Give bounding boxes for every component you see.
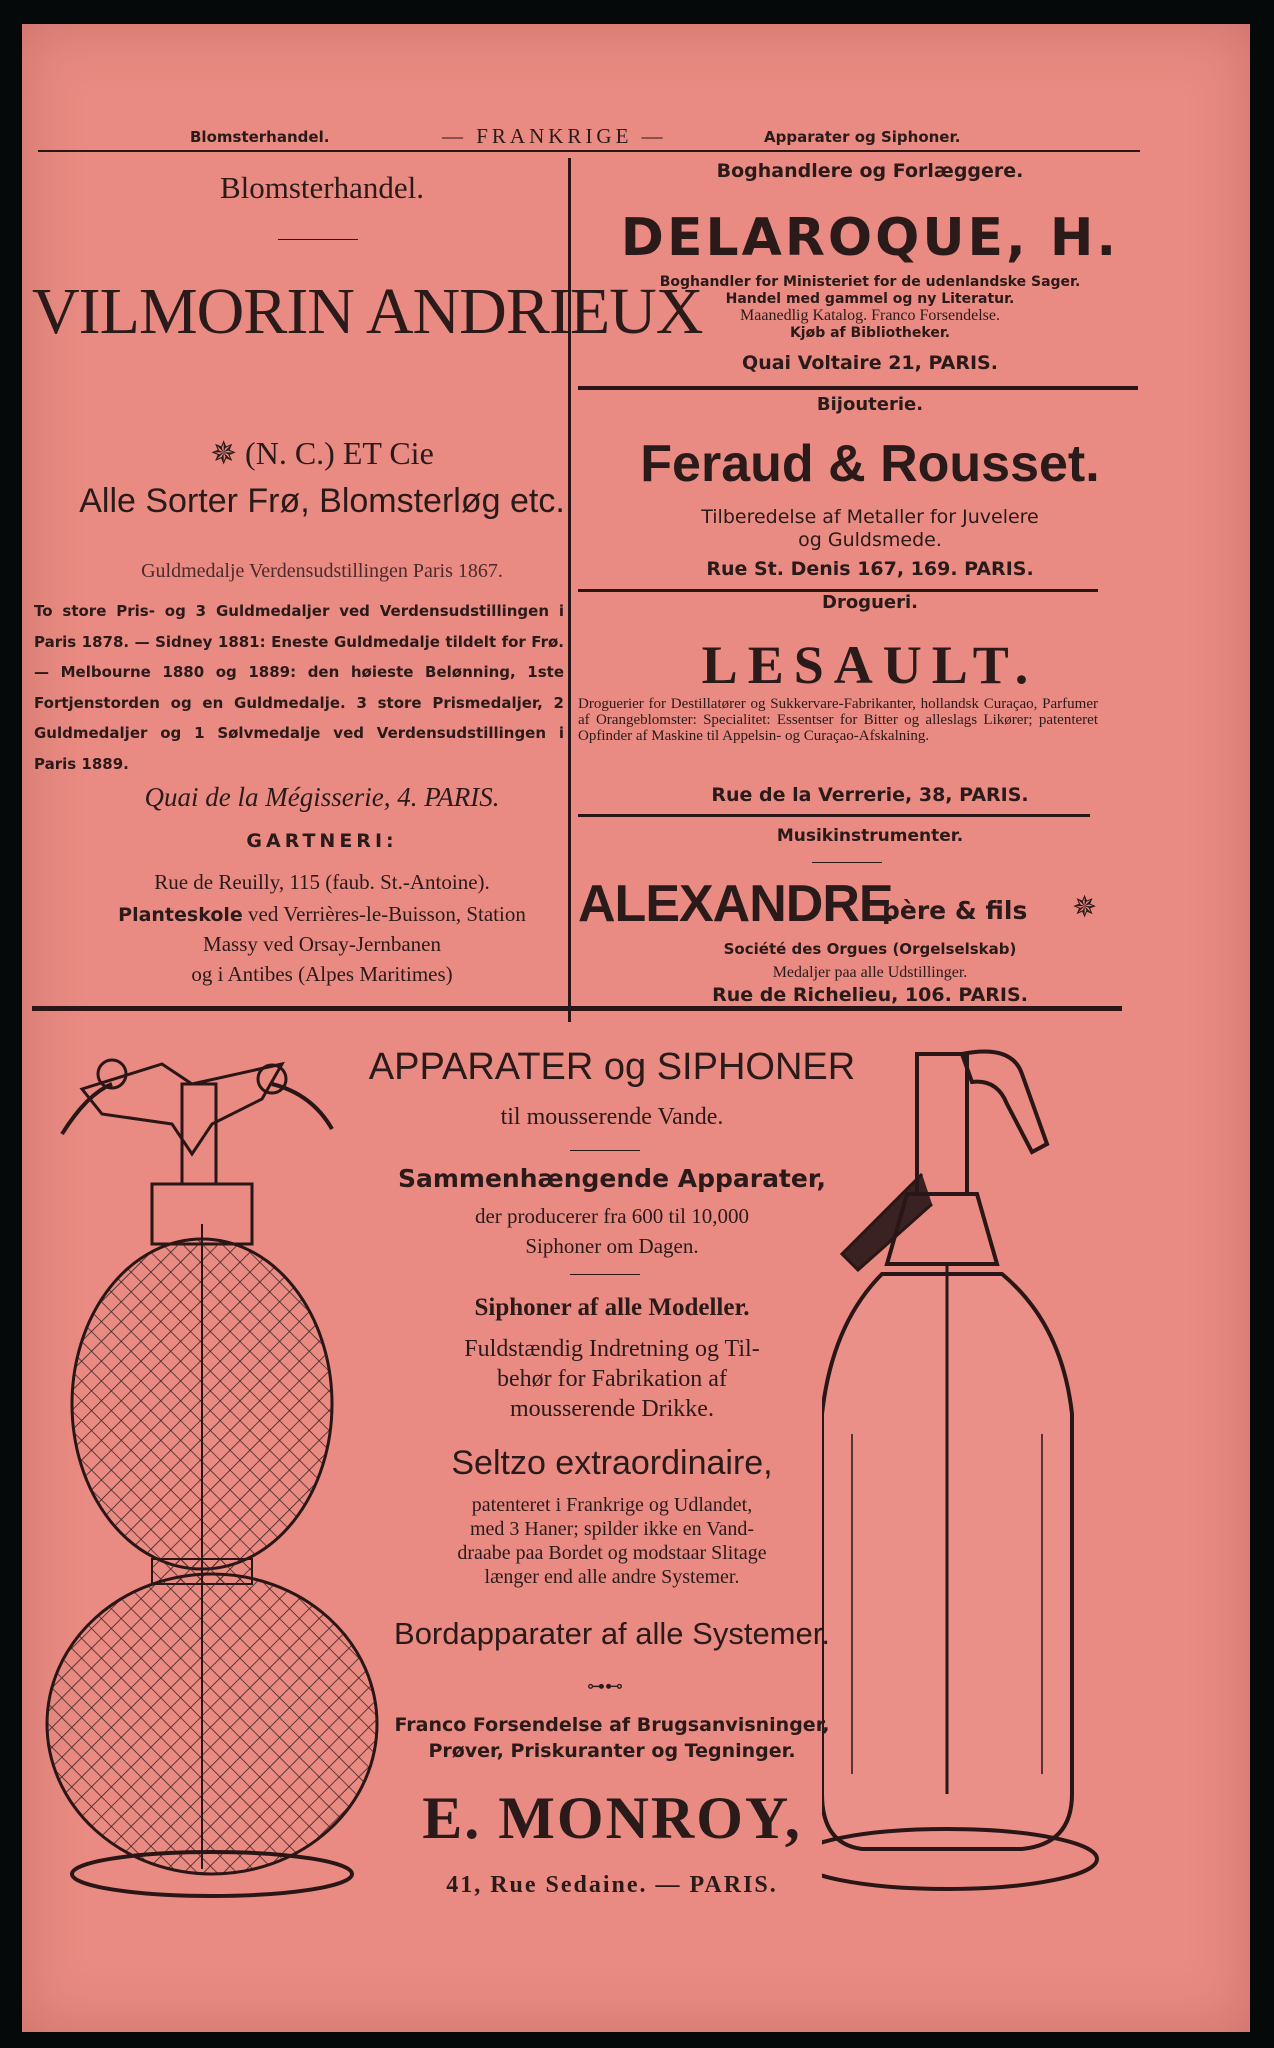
vilmorin-medal: Guldmedalje Verdensudstillingen Paris 1867. bbox=[141, 560, 503, 582]
vilmorin-firm: ✵ (N. C.) ET Cie bbox=[210, 435, 434, 471]
delaroque-address: Quai Voltaire 21, PARIS. bbox=[742, 352, 998, 374]
lesault-name: LESAULT. bbox=[701, 635, 1039, 695]
lesault-address: Rue de la Verrerie, 38, PARIS. bbox=[711, 784, 1029, 806]
alexandre-section: Musikinstrumenter. bbox=[776, 826, 964, 846]
vilmorin-section: Blomsterhandel. bbox=[219, 170, 425, 205]
monroy-title: APPARATER og SIPHONER bbox=[368, 1046, 856, 1088]
vilmorin-address: Quai de la Mégisserie, 4. PARIS. bbox=[144, 782, 500, 812]
star-icon: ✵ bbox=[1072, 891, 1098, 924]
delaroque-line-3: Maanedlig Katalog. Franco Forsendelse. bbox=[740, 307, 1000, 324]
header-center: — FRANKRIGE — bbox=[442, 124, 667, 148]
rule-lesault bbox=[578, 814, 1090, 817]
gartneri-title: GARTNERI: bbox=[246, 830, 398, 852]
feraud-section: Bijouterie. bbox=[816, 394, 924, 415]
monroy-para-2b: behør for Fabrikation af bbox=[497, 1366, 727, 1392]
header-right: Apparater og Siphoner. bbox=[764, 128, 961, 146]
lesault-text: Droguerier for Destillatører og Sukkervare-Fabrikanter, hollandsk Curaçao, Parfumer af Orangeblomster: Specialitet: Essentser for Bitter og alleslags Likører; patenteret Opfinder af Maskine til Appelsin- og Curaçao-Afskalning. bbox=[578, 696, 1098, 744]
monroy-heading-1: Sammenhængende Apparater, bbox=[398, 1164, 826, 1193]
feraud-line-1: Tilberedelse af Metaller for Juvelere bbox=[701, 506, 1039, 528]
delaroque-name: DELAROQUE, H. bbox=[620, 208, 1120, 268]
delaroque-section: Boghandlere og Forlæggere. bbox=[716, 160, 1024, 182]
alexandre-name: ALEXANDRE bbox=[578, 875, 893, 933]
rule-delaroque bbox=[578, 386, 1138, 390]
gartneri-line-1: Rue de Reuilly, 115 (faub. St.-Antoine). bbox=[154, 870, 490, 894]
vilmorin-name: VILMORIN ANDRIEUX bbox=[32, 275, 703, 348]
alexandre-line-2: Medaljer paa alle Udstillinger. bbox=[772, 964, 968, 981]
feraud-address: Rue St. Denis 167, 169. PARIS. bbox=[706, 558, 1034, 580]
monroy-para-3d: længer end alle andre Systemer. bbox=[484, 1566, 740, 1588]
section-dash bbox=[278, 239, 358, 240]
monroy-footer-2: Prøver, Priskuranter og Tegninger. bbox=[428, 1740, 796, 1762]
monroy-subtitle: til mousserende Vande. bbox=[500, 1104, 724, 1130]
alexandre-line-1: Société des Orgues (Orgelselskab) bbox=[723, 940, 1017, 958]
feraud-line-2: og Guldsmede. bbox=[798, 529, 942, 551]
header-left: Blomsterhandel. bbox=[190, 128, 330, 146]
monroy-para-2a: Fuldstændig Indretning og Til- bbox=[464, 1336, 760, 1362]
monroy-para-1a: der producerer fra 600 til 10,000 bbox=[474, 1204, 750, 1228]
monroy-para-3b: med 3 Haner; spilder ikke en Vand- bbox=[470, 1518, 754, 1540]
planteskole-rest: ved Verrières-le-Buisson, Station bbox=[248, 902, 526, 926]
alexandre-address: Rue de Richelieu, 106. PARIS. bbox=[712, 984, 1028, 1006]
delaroque-line-2: Handel med gammel og ny Literatur. bbox=[725, 291, 1015, 307]
monroy-address: 41, Rue Sedaine. — PARIS. bbox=[446, 1872, 778, 1898]
gartneri-line-2 bbox=[52, 902, 592, 928]
vilmorin-tagline: Alle Sorter Frø, Blomsterløg etc. bbox=[79, 482, 565, 520]
delaroque-line-4: Kjøb af Bibliotheker. bbox=[789, 325, 951, 341]
monroy-heading-2: Siphoner af alle Modeller. bbox=[474, 1294, 750, 1321]
alexandre-suffix: père & fils bbox=[882, 896, 1028, 925]
gartneri-line-3: Massy ved Orsay-Jernbanen bbox=[203, 932, 441, 956]
monroy-para-1b: Siphoner om Dagen. bbox=[525, 1234, 699, 1258]
netted-siphon-illustration bbox=[42, 1024, 402, 1914]
feraud-name: Feraud & Rousset. bbox=[640, 435, 1100, 493]
monroy-heading-3: Seltzo extraordinaire, bbox=[451, 1444, 773, 1482]
lesault-section: Drogueri. bbox=[822, 592, 918, 613]
newspaper-page bbox=[22, 24, 1250, 2032]
monroy-heading-4: Bordapparater af alle Systemer. bbox=[394, 1616, 830, 1651]
section-dash bbox=[570, 1150, 640, 1151]
monroy-para-2c: mousserende Drikke. bbox=[510, 1396, 714, 1422]
monroy-para-3a: patenteret i Frankrige og Udlandet, bbox=[471, 1494, 753, 1516]
monroy-name: E. MONROY, bbox=[422, 1785, 802, 1851]
vilmorin-awards: To store Pris- og 3 Guldmedaljer ved Verdensudstillingen i Paris 1878. — Sidney 1881: Eneste Guldmedalje tildelt for Frø. — Melbourne 1880 og 1889: den høieste Belønning, 1ste Fortjenstorden og en Guldmedalje. 3 store Prismedaljer, 2 Guldmedaljer og 1 Sølvmedalje ved Verdensudstillingen i Paris 1889. bbox=[34, 602, 564, 773]
delaroque-line-1: Boghandler for Ministeriet for de udenlandske Sager. bbox=[659, 274, 1081, 290]
monroy-para-3c: draabe paa Bordet og modstaar Slitage bbox=[457, 1542, 767, 1564]
section-dash bbox=[812, 862, 882, 863]
gartneri-line-4: og i Antibes (Alpes Maritimes) bbox=[191, 962, 453, 986]
ornament-icon: ⊶⊷ bbox=[587, 1676, 623, 1696]
planteskole-label: Planteskole bbox=[118, 904, 243, 926]
main-separator bbox=[32, 1006, 1122, 1011]
section-dash bbox=[570, 1274, 640, 1275]
header-rule bbox=[38, 150, 1140, 152]
monroy-footer-1: Franco Forsendelse af Brugsanvisninger, bbox=[394, 1714, 830, 1736]
